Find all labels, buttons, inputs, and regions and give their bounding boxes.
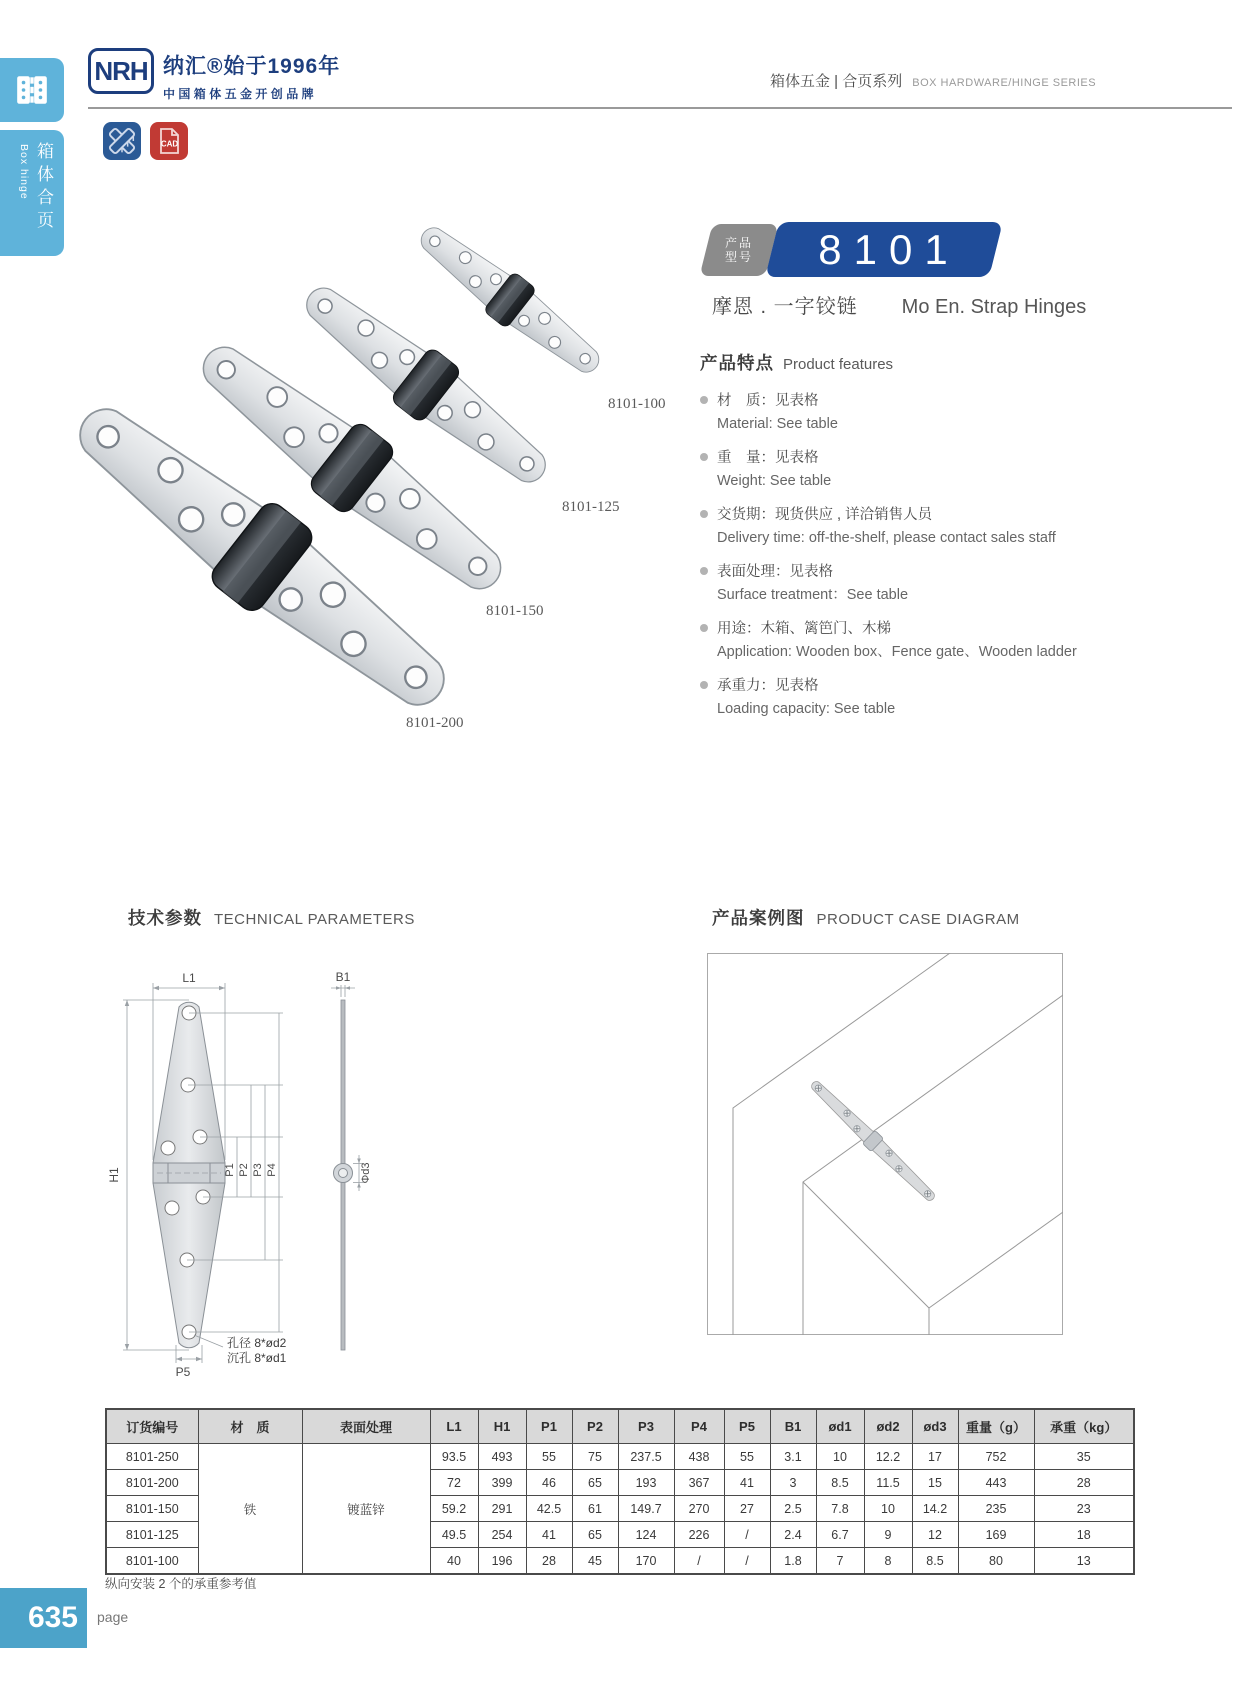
table-footnote: 纵向安装 2 个的承重参考值 [105,1577,257,1591]
cad-file-icon[interactable] [150,122,188,160]
series-title-en: BOX HARDWARE/HINGE SERIES [912,77,1097,89]
brand-line1: 纳汇®始于1996年 [163,55,341,78]
dim-L1: L1 [182,971,196,985]
photo-label-8101-125: 8101-125 [562,499,620,515]
table-row: 8101-200 72 399 46 65 193 367 41 3 8.5 11.5 15 443 28 [106,1470,1134,1496]
brand-block [163,50,340,102]
dim-P3: P3 [252,1163,264,1177]
bullet-icon [700,567,708,575]
feature-loading: 承重力：见表格 Loading capacity: See table [700,675,1160,721]
case-diagram [707,953,1063,1335]
features-title-cn: 产品特点 [700,353,774,373]
table-row: 8101-100 40 196 28 45 170 / / 1.8 7 8 8.5 80 13 [106,1548,1134,1575]
photo-label-8101-150: 8101-150 [486,603,544,619]
brand-line2: 中国箱体五金开创品牌 [163,87,318,101]
series-header [770,70,1100,91]
dim-P4: P4 [266,1163,278,1177]
header-divider [88,107,1232,109]
product-name-en: Mo En. Strap Hinges [901,296,1087,318]
tech-params-header: 技术参数 TECHNICAL PARAMETERS [128,908,415,928]
dim-P5: P5 [175,1365,191,1379]
product-name [712,290,1086,319]
table-header-row: 订货编号 材 质 表面处理 L1 H1 P1 P2 P3 P4 P5 B1 ød1 ød2 ød3 重量（g） 承重（kg） [106,1409,1134,1444]
model-number: 8101 [818,225,960,273]
feature-material: 材 质：见表格 Material: See table [700,390,1160,436]
series-title-cn: 箱体五金 | 合页系列 [770,73,903,90]
product-photos [60,205,670,760]
drawing-tools-icon[interactable] [103,122,141,160]
badge-line2: 型号 [724,250,753,264]
sidebar-label-cn: 箱体合页 [34,142,53,234]
nrh-logo-text: NRH [94,55,148,86]
feature-delivery: 交货期：现货供应 , 详洽销售人员 Delivery time: off-the-shelf, please contact sales staff [700,504,1160,550]
spec-table [105,1408,1135,1575]
table-row: 8101-250 铁 镀蓝锌 93.5 493 55 75 237.5 438 55 3.1 10 12.2 17 752 35 [106,1444,1134,1470]
photo-label-8101-100: 8101-100 [608,396,666,412]
technical-drawing [105,955,415,1385]
page-number: 635 [27,1601,78,1634]
feature-application: 用途：木箱、篱笆门、木梯 Application: Wooden box、Fence gate、Wooden ladder [700,618,1160,664]
hole-note-1: 孔径 8*ød2 [227,1336,287,1350]
features-title-en: Product features [783,356,894,373]
material-cell: 铁 [198,1444,302,1575]
feature-surface: 表面处理：见表格 Surface treatment：See table [700,561,1160,607]
nrh-logo [88,48,154,94]
product-features [700,350,1160,732]
product-name-cn: 摩恩 . 一字铰链 [712,296,858,318]
sidebar-tab-box-hinge[interactable] [0,130,64,256]
case-diagram-header: 产品案例图 PRODUCT CASE DIAGRAM [712,908,1020,928]
bullet-icon [700,681,708,689]
photo-label-8101-200: 8101-200 [406,715,464,731]
cad-icon-label: CAD [160,139,179,149]
page-word: page [97,1609,129,1625]
dim-H1: H1 [107,1167,121,1183]
table-row: 8101-150 59.2 291 42.5 61 149.7 270 27 2.5 7.8 10 14.2 235 23 [106,1496,1134,1522]
bullet-icon [700,624,708,632]
bullet-icon [700,510,708,518]
bullet-icon [700,453,708,461]
hinge-icon [14,72,50,108]
bullet-icon [700,396,708,404]
badge-line1: 产品 [724,236,753,250]
sidebar-tab-hinge[interactable] [0,58,64,122]
page-number-badge [0,1588,87,1648]
dim-P2: P2 [238,1163,250,1177]
hole-note-2: 沉孔 8*ød1 [227,1351,287,1365]
sidebar-label-en: Box hinge [18,144,30,200]
dim-d3: Φd3 [360,1162,372,1184]
dim-P1: P1 [224,1163,236,1177]
dim-B1: B1 [335,970,351,984]
model-number-badge [765,222,1003,277]
feature-weight: 重 量：见表格 Weight: See table [700,447,1160,493]
surface-cell: 镀蓝锌 [302,1444,430,1575]
table-row: 8101-125 49.5 254 41 65 124 226 / 2.4 6.7 9 12 169 18 [106,1522,1134,1548]
